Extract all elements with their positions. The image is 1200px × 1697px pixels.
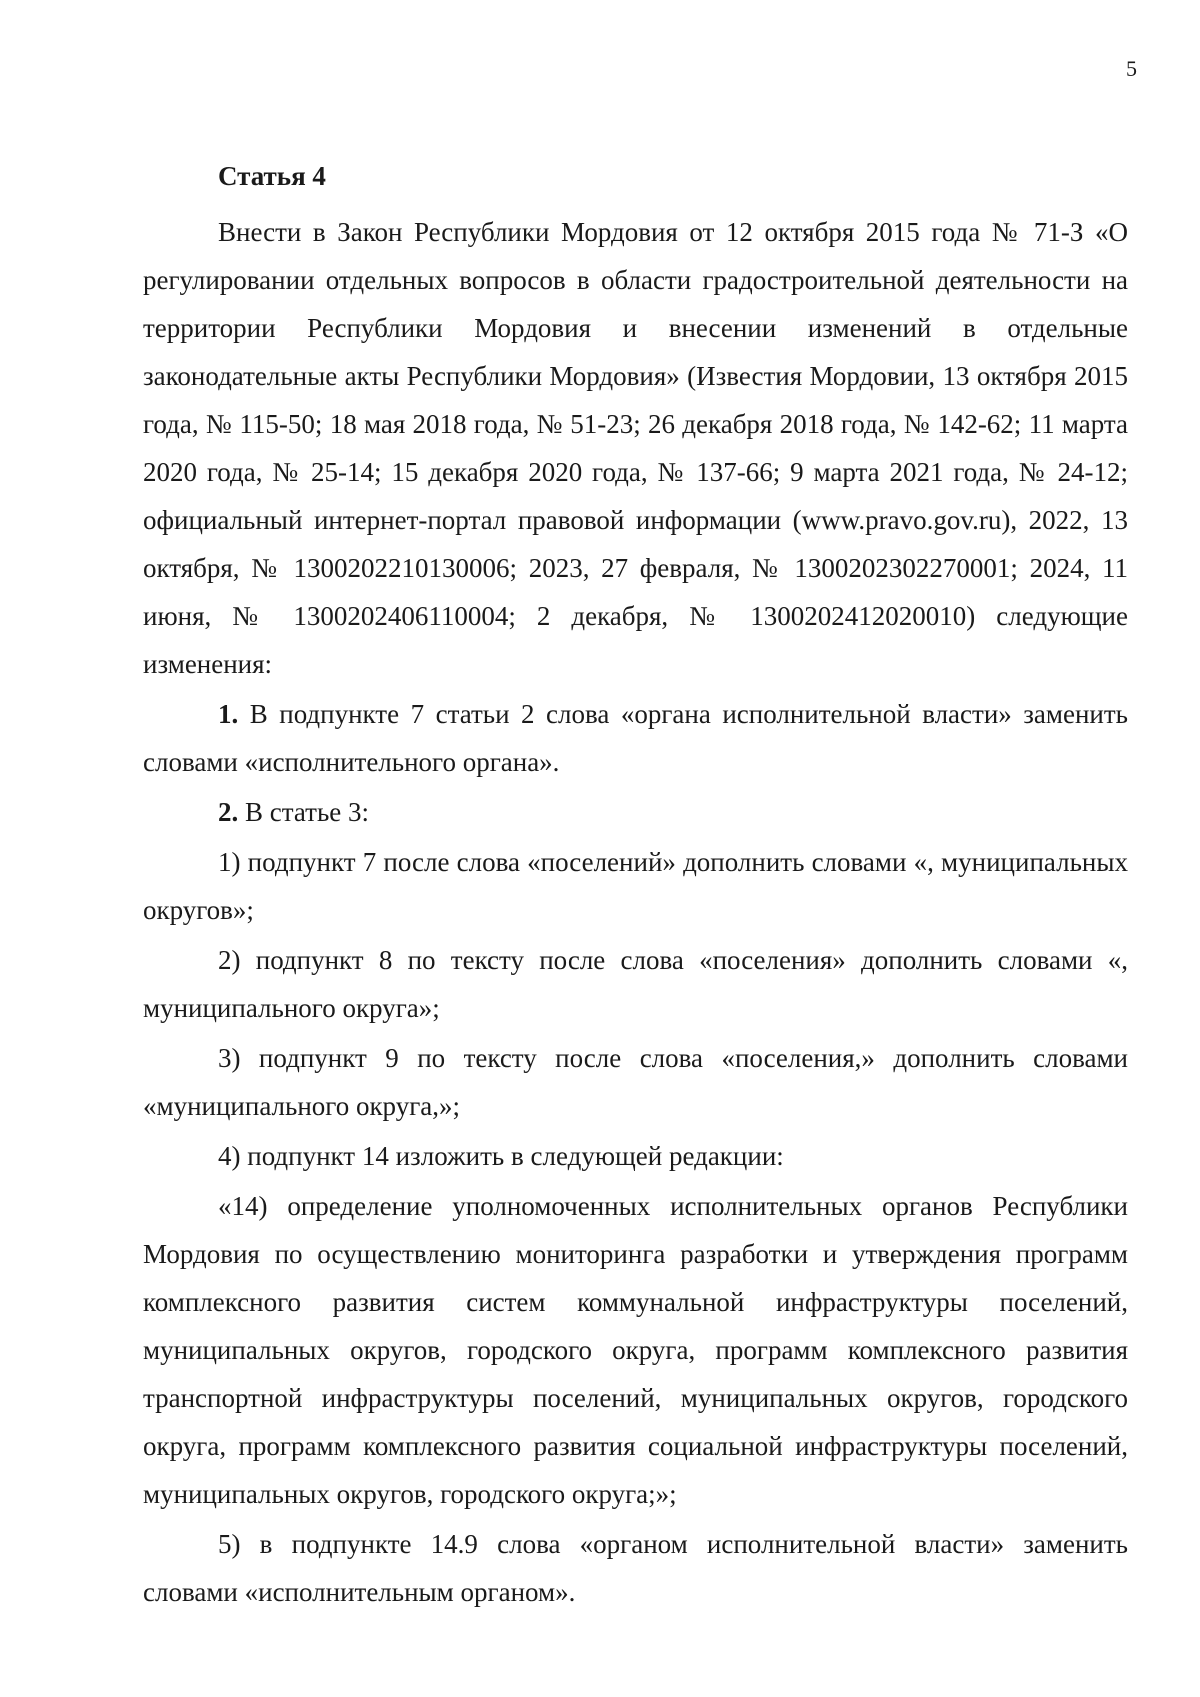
article-heading: Статья 4	[218, 161, 326, 191]
subitem-4-paragraph: 4) подпункт 14 изложить в следующей редакции:	[218, 1141, 784, 1171]
item-1-text: В подпункте 7 статьи 2 слова «органа исполнительной власти» заменить словами «исполнительного органа».	[143, 699, 1128, 777]
page-number: 5	[1126, 56, 1137, 81]
subitem-5-paragraph: 5) в подпункте 14.9 слова «органом исполнительной власти» заменить словами «исполнительным органом».	[143, 1529, 1128, 1607]
document-body	[143, 152, 1128, 1616]
item-1-paragraph	[143, 690, 1128, 786]
item-1-number: 1.	[218, 699, 239, 729]
article-intro-paragraph: Внести в Закон Республики Мордовия от 12 октября 2015 года № 71-З «О регулировании отдельных вопросов в области градостроительной деятельности на территории Республики Мордовия и внесении изменений в отдельные законодательные акты Республики Мордовия» (Известия Мордовии, 13 октября 2015 года, № 115-50; 18 мая 2018 года, № 51-23; 26 декабря 2018 года, № 142-62; 11 марта 2020 года, № 25-14; 15 декабря 2020 года, № 137-66; 9 марта 2021 года, № 24-12; официальный интернет-портал правовой информации (www.pravo.gov.ru), 2022, 13 октября, № 1300202210130006; 2023, 27 февраля, № 1300202302270001; 2024, 11 июня, № 1300202406110004; 2 декабря, № 1300202412020010) следующие изменения:	[143, 217, 1128, 679]
item-2-text: В статье 3:	[238, 797, 370, 827]
item-2-number: 2.	[218, 797, 239, 827]
subitem-14-quote-paragraph: «14) определение уполномоченных исполнительных органов Республики Мордовия по осуществлению мониторинга разработки и утверждения программ комплексного развития систем коммунальной инфраструктуры поселений, муниципальных округов, городского округа, программ комплексного развития транспортной инфраструктуры поселений, муниципальных округов, городского округа, программ комплексного развития социальной инфраструктуры поселений, муниципальных округов, городского округа;»;	[143, 1191, 1128, 1509]
subitem-1-paragraph: 1) подпункт 7 после слова «поселений» дополнить словами «, муниципальных округов»;	[143, 847, 1128, 925]
subitem-3-paragraph: 3) подпункт 9 по тексту после слова «поселения,» дополнить словами «муниципального округа,»;	[143, 1043, 1128, 1121]
subitem-2-paragraph: 2) подпункт 8 по тексту после слова «поселения» дополнить словами «, муниципального округа»;	[143, 945, 1128, 1023]
item-2-paragraph	[143, 788, 1128, 836]
